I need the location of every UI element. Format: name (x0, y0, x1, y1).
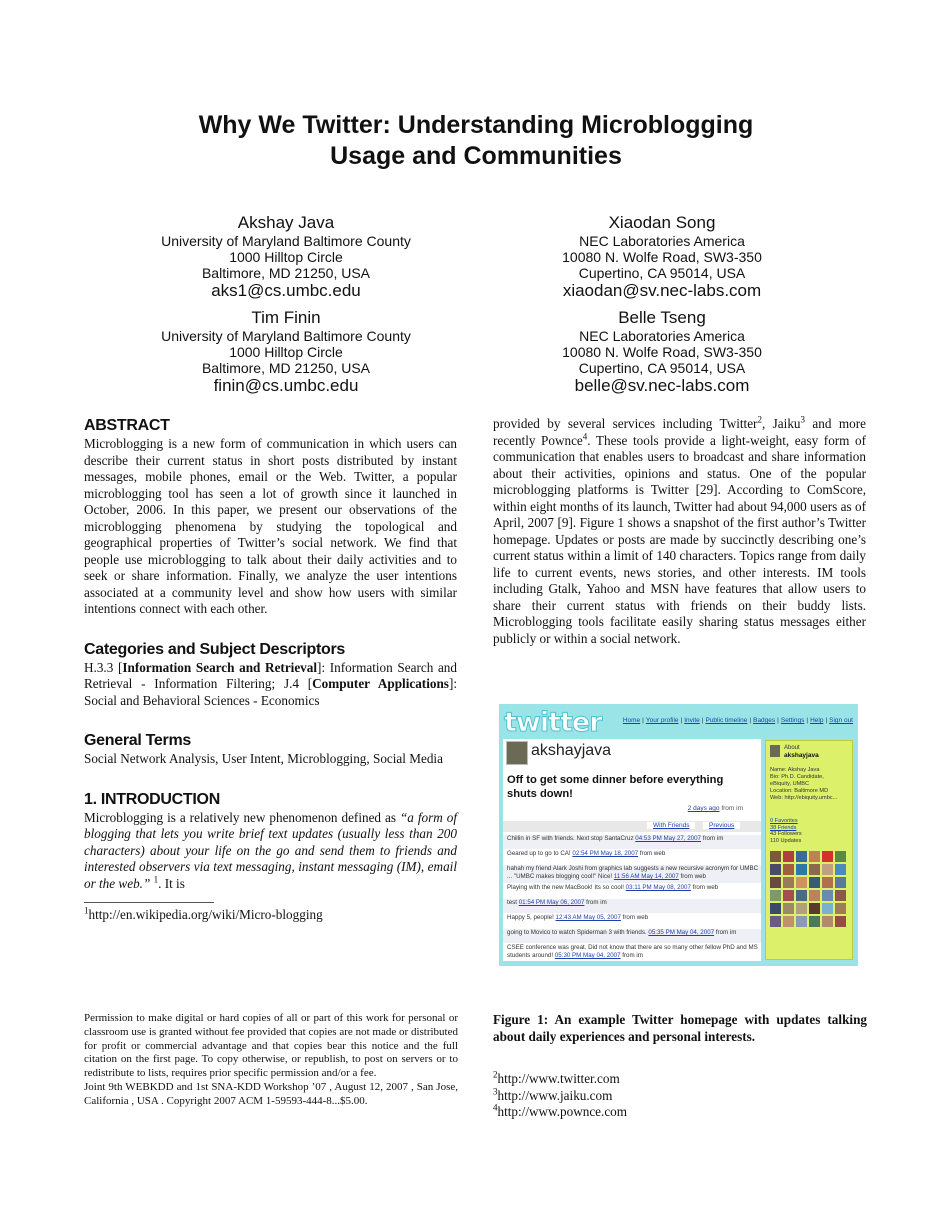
timeline-panel (503, 739, 761, 961)
friend-avatar[interactable] (783, 903, 794, 914)
figure-twitter-homepage (499, 704, 858, 966)
nav-badges-link[interactable]: Badges (753, 717, 776, 724)
intro-text: Microblogging is a relatively new phenomenon defined as “a form of blogging that lets you write brief text updates (usually less than 200 characters) about your life on the go and send them to friends and interested observers via text messaging, instant messaging (IM), email or the web.” $^1$. It is (84, 809, 457, 891)
status-time-link[interactable]: 2 days ago (687, 805, 720, 812)
twitter-nav: Home | Your profile | Invite | Public timeline | Badges | Settings | Help | Sign out (622, 717, 853, 724)
nav-help-link[interactable]: Help (810, 717, 824, 724)
author-name: Tim Finin (251, 308, 321, 327)
timeline-tabs (503, 821, 761, 832)
author-address: 1000 Hilltop Circle (229, 249, 343, 265)
footnote-1-url[interactable]: http://en.wikipedia.org/wiki/Micro-blogging (88, 907, 323, 922)
author-name: Xiaodan Song (608, 213, 716, 232)
friend-avatar[interactable] (835, 916, 846, 927)
friend-avatar[interactable] (822, 903, 833, 914)
right-footnotes (493, 1071, 867, 1121)
sidebar-avatar (770, 745, 780, 757)
author-block-java (106, 213, 466, 300)
friend-avatar[interactable] (796, 864, 807, 875)
list-item: Happy 5, people! 12:43 AM May 05, 2007 from web (507, 914, 649, 921)
footnote-2: $^2$http://www.twitter.com (493, 1069, 620, 1086)
tab-previous[interactable]: Previous (703, 822, 740, 829)
title-line-1: Why We Twitter: Understanding Microblogging (198, 111, 754, 139)
categories-text: H.3.3 [Information Search and Retrieval]: Information Search and Retrieval - Information Filtering; J.4 [Computer Applications]: Social and Behavioral Sciences - Economics (84, 659, 457, 708)
author-address: Cupertino, CA 95014, USA (578, 265, 746, 281)
friend-avatar[interactable] (835, 864, 846, 875)
friend-avatar[interactable] (822, 877, 833, 888)
left-column (84, 416, 457, 924)
author-affiliation: University of Maryland Baltimore County (161, 328, 411, 344)
about-box: About akshayjava (784, 745, 819, 759)
author-address: 1000 Hilltop Circle (229, 344, 343, 360)
friend-avatar[interactable] (822, 851, 833, 862)
friends-link[interactable]: 38 Friends (770, 824, 797, 831)
friend-avatar[interactable] (783, 890, 794, 901)
list-item: going to Movico to watch Spiderman 3 with friends. 05:35 PM May 04, 2007 from im (503, 929, 761, 943)
author-block-finin (106, 308, 466, 395)
footnote-rule (84, 902, 214, 903)
favorites-link[interactable]: 0 Favorites (770, 818, 798, 824)
figure-caption: Figure 1: An example Twitter homepage with updates talking about daily experiences and personal interests. (493, 1012, 867, 1044)
friend-avatar[interactable] (822, 890, 833, 901)
friend-avatar[interactable] (809, 916, 820, 927)
friend-avatar[interactable] (809, 851, 820, 862)
venue-text: Joint 9th WEBKDD and 1st SNA-KDD Workshop ’07 , August 12, 2007 , San Jose, California , USA . Copyright 2007 ACM 1-59593-444-8...$5.00. (84, 1080, 458, 1107)
abstract-text: Microblogging is a new form of communication in which users can describe their current status in short posts distributed by instant messages, mobile phones, email or the Web. Twitter, a popular microblogging tool has seen a lot of growth since it launched in October, 2006. In this paper, we present our observations of the microblogging phenomena by studying the topological and geographical properties of Twitter’s social network. We find that people use microblogging to talk about their daily activities and to seek or share information. Finally, we analyze the user intentions associated at a community level and show how users with similar intentions connect with each other. (84, 436, 457, 616)
footnote-3-url[interactable]: http://www.jaiku.com (497, 1087, 613, 1103)
intro-heading: 1. INTRODUCTION (84, 790, 220, 808)
profile-sidebar (765, 740, 853, 960)
friend-avatar[interactable] (783, 916, 794, 927)
author-address: Baltimore, MD 21250, USA (201, 265, 371, 281)
author-name: Akshay Java (237, 213, 335, 232)
friend-avatar[interactable] (770, 890, 781, 901)
author-affiliation: University of Maryland Baltimore County (161, 233, 411, 249)
list-item: test 01:54 PM May 06, 2007 from im (503, 899, 761, 913)
updates-count: 110 Updates (770, 837, 802, 844)
friend-avatar[interactable] (809, 903, 820, 914)
author-email: aks1@cs.umbc.edu (211, 281, 361, 300)
author-address: Baltimore, MD 21250, USA (201, 360, 371, 376)
friend-avatar[interactable] (796, 903, 807, 914)
profile-stats (770, 818, 802, 844)
tab-with-friends[interactable]: With Friends (647, 822, 695, 829)
friend-avatar[interactable] (796, 851, 807, 862)
friend-avatar[interactable] (796, 916, 807, 927)
footnote-4-url[interactable]: http://www.pownce.com (497, 1104, 628, 1119)
categories-heading: Categories and Subject Descriptors (84, 640, 345, 658)
friend-avatar[interactable] (770, 916, 781, 927)
friend-avatar[interactable] (796, 877, 807, 888)
bio-lines: Name: Akshay Java Bio: Ph.D. Candidate, eBiquity, UMBC Location: Baltimore MD Web: http://ebiquity.umbc... (770, 767, 838, 801)
nav-settings-link[interactable]: Settings (780, 717, 805, 724)
friend-avatar[interactable] (796, 890, 807, 901)
abstract-heading: ABSTRACT (84, 417, 170, 434)
friend-avatar[interactable] (835, 877, 846, 888)
footnote-1: $^1$http://en.wikipedia.org/wiki/Micro-blogging (84, 905, 323, 922)
author-email: belle@sv.nec-labs.com (574, 376, 750, 395)
list-item: CSEE conference was great. Did not know that there are so many other fellow PhD and MS students around! 05:30 PM May 04, 2007 from im (507, 944, 758, 959)
friends-grid (770, 851, 850, 927)
friend-avatar[interactable] (809, 864, 820, 875)
footnote-2-url[interactable]: http://www.twitter.com (497, 1071, 620, 1086)
friend-avatar[interactable] (835, 851, 846, 862)
list-item: Geared up to go to CA! 02:54 PM May 18, 2007 from web (507, 850, 666, 857)
author-block-tseng (482, 308, 842, 395)
title-line-2: Usage and Communities (330, 142, 622, 170)
nav-invite-link[interactable]: Invite (684, 717, 700, 724)
author-email: finin@cs.umbc.edu (213, 376, 359, 395)
status-meta: 2 days ago from im (687, 805, 743, 812)
friend-avatar[interactable] (809, 890, 820, 901)
friend-avatar[interactable] (835, 903, 846, 914)
footnote-4: $^4$http://www.pownce.com (493, 1102, 628, 1119)
author-address: 10080 N. Wolfe Road, SW3-350 (562, 249, 762, 265)
friend-avatar[interactable] (770, 864, 781, 875)
twitter-logo: twitter (504, 707, 602, 738)
author-affiliation: NEC Laboratories America (579, 328, 745, 344)
friend-avatar[interactable] (822, 864, 833, 875)
profile-username: akshayjava (531, 742, 612, 759)
author-address: 10080 N. Wolfe Road, SW3-350 (562, 344, 762, 360)
nav-public-timeline-link[interactable]: Public timeline (705, 717, 748, 724)
author-affiliation: NEC Laboratories America (579, 233, 745, 249)
general-terms-heading: General Terms (84, 732, 191, 749)
friend-avatar[interactable] (783, 877, 794, 888)
right-column (493, 416, 866, 647)
nav-home-link[interactable]: Home (622, 717, 641, 724)
list-item: hahah my friend Alark Joshi from graphics lab suggests a new recursive acronym for UMBC ... "UMBC makes blogging cool!" Nice! 11:56 AM May 14, 2007 from web (503, 865, 761, 883)
friend-avatar[interactable] (783, 851, 794, 862)
general-terms-text: Social Network Analysis, User Intent, Microblogging, Social Media (84, 751, 443, 766)
friend-avatar[interactable] (770, 877, 781, 888)
nav-profile-link[interactable]: Your profile (645, 717, 679, 724)
friend-avatar[interactable] (770, 851, 781, 862)
author-address: Cupertino, CA 95014, USA (578, 360, 746, 376)
permission-notice (84, 1012, 458, 1109)
intro-continued: provided by several services including Twitter$^2$, Jaiku$^3$ and more recently Pownce$^4$. These tools provide a light-weight, easy form of communication that enables users to broadcast and share information about their activities, opinions and status. One of the popular microblogging platforms is Twitter [29]. According to ComScore, within eight months of its launch, Twitter had about 94,000 users as of April, 2007 [9]. Figure 1 shows a snapshot of the first author’s Twitter homepage. Updates or posts are made by succinctly describing one’s current status within a limit of 140 characters. Topics range from daily life to current events, news stories, and other interests. IM tools including Gtalk, Yahoo and MSN have features that allow users to share their current status with friends on their buddy lists. Microblogging tools facilitate easily sharing status messages either publicly or within a social network. (493, 414, 866, 646)
permission-text: Permission to make digital or hard copies of all or part of this work for personal or classroom use is granted without fee provided that copies are not made or distributed for profit or commercial advantage and that copies bear this notice and the full citation on the first page. To copy otherwise, or republish, to post on servers or to redistribute to lists, requires prior specific permission and/or a fee. (84, 1012, 458, 1080)
friend-avatar[interactable] (770, 903, 781, 914)
nav-signout-link[interactable]: Sign out (829, 717, 853, 724)
paper-title (0, 110, 952, 172)
friend-avatar[interactable] (783, 864, 794, 875)
author-block-song (482, 213, 842, 300)
followers-count: 43 Followers (770, 831, 802, 838)
current-status: Off to get some dinner before everything shuts down! (507, 774, 724, 800)
list-item: Chillin in SF with friends. Next stop SantaCruz 04:53 PM May 27, 2007 from im (503, 835, 761, 849)
friend-avatar[interactable] (835, 890, 846, 901)
author-name: Belle Tseng (618, 308, 706, 327)
friend-avatar[interactable] (809, 877, 820, 888)
avatar[interactable] (506, 741, 528, 765)
author-email: xiaodan@sv.nec-labs.com (562, 281, 762, 300)
list-item: Playing with the new MacBook! Its so cool! 03:11 PM May 08, 2007 from web (507, 884, 719, 891)
footnote-3: $^3$http://www.jaiku.com (493, 1086, 613, 1103)
friend-avatar[interactable] (822, 916, 833, 927)
